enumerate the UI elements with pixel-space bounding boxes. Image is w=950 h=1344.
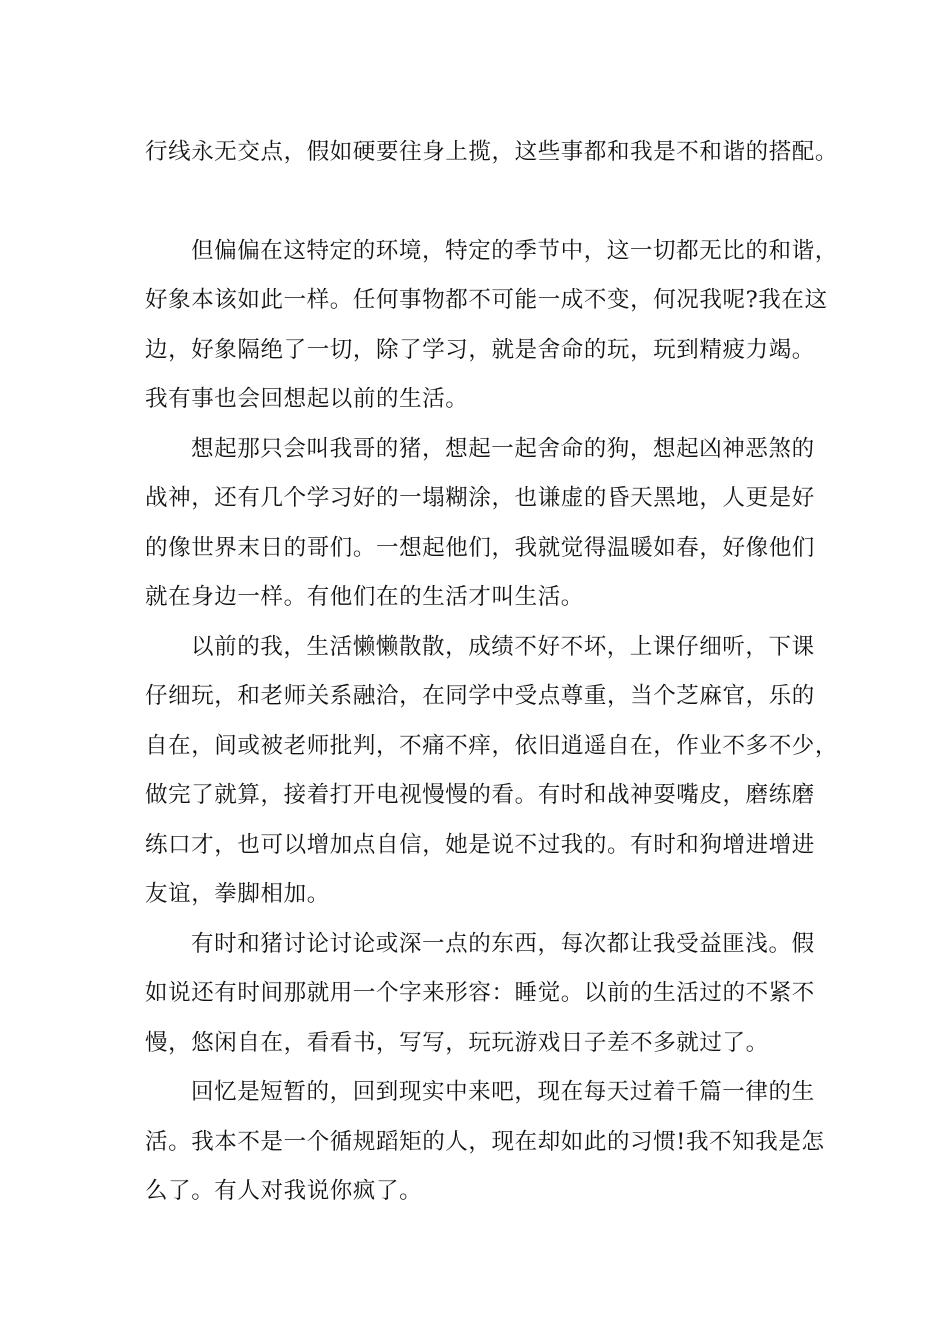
text-line: 我有事也会回想起以前的生活。 — [145, 386, 469, 412]
text-line: 就在身边一样。有他们在的生活才叫生活。 — [145, 584, 584, 610]
text-line: 好象本该如此一样。任何事物都不可能一成不变，何况我呢?我在这 — [145, 287, 828, 313]
text-line: 活。我本不是一个循规蹈矩的人，现在却如此的习惯!我不知我是怎 — [145, 1129, 825, 1155]
text-line: 的像世界末日的哥们。一想起他们，我就觉得温暖如春，好像他们 — [145, 535, 815, 561]
text-line: 么了。有人对我说你疯了。 — [145, 1178, 423, 1204]
text-line: 战神，还有几个学习好的一塌糊涂，也谦虚的昏天黑地，人更是好 — [145, 485, 815, 511]
text-line: 友谊，拳脚相加。 — [145, 881, 330, 907]
text-line: 但偏偏在这特定的环境，特定的季节中，这一切都无比的和谐， — [191, 238, 838, 264]
text-line: 仔细玩，和老师关系融洽，在同学中受点尊重，当个芝麻官，乐的 — [145, 683, 815, 709]
text-line: 有时和猪讨论讨论或深一点的东西，每次都让我受益匪浅。假 — [191, 931, 815, 957]
text-line: 自在，间或被老师批判，不痛不痒，依旧逍遥自在，作业不多不少， — [145, 733, 839, 759]
text-line: 行线永无交点，假如硬要往身上揽，这些事都和我是不和谐的搭配。 — [145, 139, 839, 165]
text-line: 做完了就算，接着打开电视慢慢的看。有时和战神耍嘴皮，磨练磨 — [145, 782, 815, 808]
text-line: 边，好象隔绝了一切，除了学习，就是舍命的玩，玩到精疲力竭。 — [145, 337, 815, 363]
text-line: 如说还有时间那就用一个字来形容：睡觉。以前的生活过的不紧不 — [145, 980, 815, 1006]
text-line: 慢，悠闲自在，看看书，写写，玩玩游戏日子差不多就过了。 — [145, 1030, 769, 1056]
text-line: 以前的我，生活懒懒散散，成绩不好不坏，上课仔细听，下课 — [191, 634, 815, 660]
text-line: 练口才，也可以增加点自信，她是说不过我的。有时和狗增进增进 — [145, 832, 815, 858]
text-line: 回忆是短暂的，回到现实中来吧，现在每天过着千篇一律的生 — [191, 1079, 815, 1105]
text-line: 想起那只会叫我哥的猪，想起一起舍命的狗，想起凶神恶煞的 — [191, 436, 815, 462]
